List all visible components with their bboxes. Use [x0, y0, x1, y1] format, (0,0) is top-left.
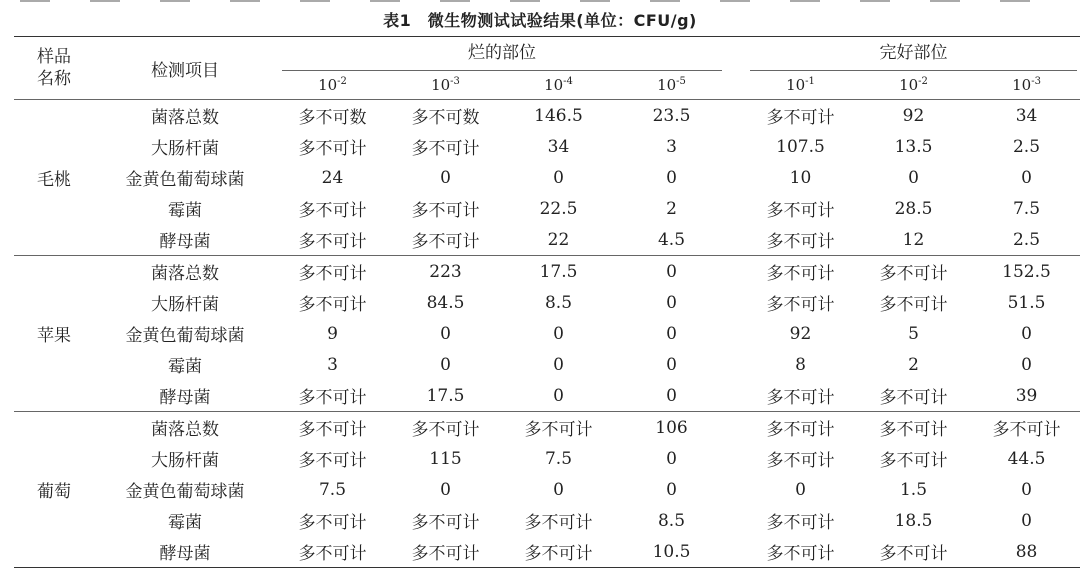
rotten-value-cell: 24 — [321, 167, 344, 188]
rotten-value-cell: 多不可计 — [502, 412, 615, 444]
test-item-cell: 大肠杆菌 — [151, 451, 219, 471]
rotten-value-cell: 17.5 — [502, 256, 615, 288]
intact-value-cell: 多不可计 — [766, 513, 835, 533]
intact-value-cell: 多不可计 — [879, 388, 948, 408]
header-intact-dilution — [857, 71, 970, 100]
rotten-value-cell: 多不可计 — [298, 232, 367, 252]
rotten-value-cell: 17.5 — [426, 385, 465, 406]
header-intact-dilution-exponent: -3 — [1031, 76, 1041, 87]
header-group-intact-label: 完好部位 — [750, 37, 1077, 71]
header-gap — [728, 37, 744, 72]
test-item-cell: 金黄色葡萄球菌 — [125, 326, 245, 346]
header-group-rotten — [276, 37, 728, 72]
test-item-cell: 菌落总数 — [94, 412, 276, 444]
rotten-value-cell: 多不可计 — [502, 536, 615, 568]
intact-value-cell: 2.5 — [1012, 136, 1041, 157]
rotten-value-cell: 多不可计 — [298, 388, 367, 408]
test-item-cell: 酵母菌 — [159, 232, 211, 252]
header-rotten-dilution — [615, 71, 728, 100]
rotten-value-cell: 3 — [666, 136, 677, 157]
gap-cell — [728, 412, 744, 444]
rotten-value-cell: 0 — [666, 448, 677, 469]
rotten-value-cell: 106 — [615, 412, 728, 444]
test-item-cell: 霉菌 — [168, 513, 202, 533]
test-item-cell: 酵母菌 — [94, 536, 276, 568]
intact-value-cell: 12 — [902, 229, 925, 250]
intact-value-cell: 18.5 — [894, 510, 933, 531]
table-row — [14, 256, 1080, 288]
intact-value-cell: 39 — [1015, 385, 1038, 406]
rotten-value-cell: 多不可数 — [298, 108, 367, 128]
intact-value-cell: 多不可计 — [766, 388, 835, 408]
rotten-value-cell: 223 — [389, 256, 502, 288]
rotten-value-cell: 0 — [440, 323, 451, 344]
rotten-value-cell: 9 — [327, 323, 338, 344]
header-intact-dilution — [970, 71, 1080, 100]
rotten-value-cell: 多不可计 — [276, 412, 389, 444]
rotten-value-cell: 0 — [666, 167, 677, 188]
test-item-cell: 霉菌 — [168, 357, 202, 377]
test-item-cell: 霉菌 — [168, 201, 202, 221]
rotten-value-cell: 多不可计 — [411, 232, 480, 252]
header-group-intact — [744, 37, 1080, 72]
rotten-value-cell: 多不可计 — [298, 139, 367, 159]
header-rotten-dilution-base: 10 — [544, 76, 564, 94]
header-rotten-dilution-base: 10 — [431, 76, 451, 94]
rotten-value-cell: 多不可计 — [298, 513, 367, 533]
rotten-value-cell: 0 — [666, 292, 677, 313]
table-row — [14, 193, 1080, 224]
intact-value-cell: 0 — [795, 479, 806, 500]
header-intact-dilution-base: 10 — [899, 76, 919, 94]
intact-value-cell: 多不可计 — [766, 201, 835, 221]
table-row — [14, 349, 1080, 380]
rotten-value-cell: 多不可计 — [411, 513, 480, 533]
rotten-value-cell: 多不可计 — [411, 201, 480, 221]
rotten-value-cell: 22 — [547, 229, 570, 250]
header-intact-dilution-base: 10 — [1012, 76, 1032, 94]
header-rotten-dilution — [389, 71, 502, 100]
intact-value-cell: 多不可计 — [766, 232, 835, 252]
intact-value-cell: 多不可计 — [744, 256, 857, 288]
header-sample-name-text: 样品名称 — [36, 46, 71, 89]
gap-cell — [728, 505, 744, 536]
gap-cell — [728, 256, 744, 288]
header-rotten-dilution — [276, 71, 389, 100]
header-intact-dilution-exponent: -1 — [805, 76, 815, 87]
results-table — [14, 36, 1080, 568]
rotten-value-cell: 22.5 — [539, 198, 578, 219]
intact-value-cell: 0 — [1021, 167, 1032, 188]
gap-cell — [728, 318, 744, 349]
intact-value-cell: 多不可计 — [879, 295, 948, 315]
test-item-cell: 金黄色葡萄球菌 — [125, 482, 245, 502]
intact-value-cell: 2.5 — [1012, 229, 1041, 250]
header-intact-dilution-exponent: -2 — [918, 76, 928, 87]
sample-name-cell: 毛桃 — [37, 170, 71, 190]
rotten-value-cell: 0 — [440, 354, 451, 375]
table-row — [14, 162, 1080, 193]
rotten-value-cell: 0 — [666, 385, 677, 406]
rotten-value-cell: 0 — [553, 323, 564, 344]
test-item-cell: 金黄色葡萄球菌 — [125, 170, 245, 190]
intact-value-cell: 多不可计 — [970, 412, 1080, 444]
header-gap-cell — [728, 71, 744, 100]
table-row — [14, 412, 1080, 444]
table-row — [14, 100, 1080, 132]
gap-cell — [728, 162, 744, 193]
intact-value-cell: 0 — [1021, 354, 1032, 375]
table-row — [14, 474, 1080, 505]
gap-cell — [728, 287, 744, 318]
header-rotten-dilution-exponent: -2 — [337, 76, 347, 87]
intact-value-cell: 34 — [1015, 105, 1038, 126]
header-sample-name — [14, 37, 94, 100]
header-rotten-dilution-base: 10 — [318, 76, 338, 94]
intact-value-cell: 多不可计 — [879, 451, 948, 471]
rotten-value-cell: 多不可数 — [411, 108, 480, 128]
gap-cell — [728, 224, 744, 256]
gap-cell — [728, 380, 744, 412]
intact-value-cell: 0 — [1021, 323, 1032, 344]
rotten-value-cell: 10.5 — [615, 536, 728, 568]
header-intact-dilution-base: 10 — [786, 76, 806, 94]
table-row — [14, 287, 1080, 318]
intact-value-cell: 0 — [1021, 510, 1032, 531]
intact-value-cell: 10 — [789, 167, 812, 188]
intact-value-cell: 多不可计 — [766, 295, 835, 315]
table-row — [14, 318, 1080, 349]
header-rotten-dilution-exponent: -3 — [450, 76, 460, 87]
rotten-value-cell: 3 — [327, 354, 338, 375]
intact-value-cell: 多不可计 — [744, 536, 857, 568]
rotten-value-cell: 0 — [553, 479, 564, 500]
gap-cell — [728, 193, 744, 224]
header-group-rotten-label: 烂的部位 — [282, 37, 722, 71]
rotten-value-cell: 4.5 — [657, 229, 686, 250]
rotten-value-cell: 多不可计 — [276, 256, 389, 288]
intact-value-cell: 107.5 — [776, 136, 825, 157]
rotten-value-cell: 0 — [553, 354, 564, 375]
rotten-value-cell: 2 — [666, 198, 677, 219]
header-rotten-dilution-base: 10 — [657, 76, 677, 94]
cropped-previous-line — [20, 0, 1060, 2]
header-intact-dilution — [744, 71, 857, 100]
rotten-value-cell: 0 — [440, 167, 451, 188]
table-row — [14, 131, 1080, 162]
rotten-value-cell: 多不可计 — [276, 536, 389, 568]
rotten-value-cell: 0 — [666, 479, 677, 500]
intact-value-cell: 1.5 — [899, 479, 928, 500]
intact-value-cell: 51.5 — [1007, 292, 1046, 313]
table-title: 表1 微生物测试试验结果(单位：CFU/g) — [383, 11, 697, 30]
rotten-value-cell: 8.5 — [657, 510, 686, 531]
intact-value-cell: 28.5 — [894, 198, 933, 219]
rotten-value-cell: 84.5 — [426, 292, 465, 313]
intact-value-cell: 多不可计 — [744, 412, 857, 444]
test-item-cell: 菌落总数 — [151, 108, 219, 128]
intact-value-cell: 7.5 — [1012, 198, 1041, 219]
rotten-value-cell: 0 — [553, 385, 564, 406]
gap-cell — [728, 536, 744, 568]
gap-cell — [728, 100, 744, 132]
header-test-item: 检测项目 — [94, 37, 276, 100]
test-item-cell: 菌落总数 — [94, 256, 276, 288]
gap-cell — [728, 349, 744, 380]
table-row — [14, 505, 1080, 536]
rotten-value-cell: 8.5 — [544, 292, 573, 313]
rotten-value-cell: 多不可计 — [389, 412, 502, 444]
test-item-cell: 酵母菌 — [159, 388, 211, 408]
rotten-value-cell: 0 — [553, 167, 564, 188]
intact-value-cell: 152.5 — [970, 256, 1080, 288]
rotten-value-cell: 7.5 — [544, 448, 573, 469]
intact-value-cell: 13.5 — [894, 136, 933, 157]
rotten-value-cell: 7.5 — [318, 479, 347, 500]
intact-value-cell: 多不可计 — [857, 536, 970, 568]
table-row — [14, 536, 1080, 568]
header-rotten-dilution-exponent: -5 — [676, 76, 686, 87]
gap-cell — [728, 474, 744, 505]
rotten-value-cell: 115 — [429, 448, 462, 469]
rotten-value-cell: 多不可计 — [524, 513, 593, 533]
intact-value-cell: 多不可计 — [766, 451, 835, 471]
intact-value-cell: 0 — [1021, 479, 1032, 500]
intact-value-cell: 88 — [970, 536, 1080, 568]
rotten-value-cell: 多不可计 — [298, 201, 367, 221]
gap-cell — [728, 443, 744, 474]
rotten-value-cell: 多不可计 — [298, 451, 367, 471]
table-row — [14, 380, 1080, 412]
intact-value-cell: 多不可计 — [766, 108, 835, 128]
table-row — [14, 443, 1080, 474]
intact-value-cell: 8 — [795, 354, 806, 375]
intact-value-cell: 5 — [908, 323, 919, 344]
rotten-value-cell: 0 — [615, 256, 728, 288]
rotten-value-cell: 34 — [547, 136, 570, 157]
intact-value-cell: 92 — [902, 105, 925, 126]
intact-value-cell: 多不可计 — [857, 412, 970, 444]
rotten-value-cell: 146.5 — [534, 105, 583, 126]
table-row — [14, 224, 1080, 256]
intact-value-cell: 44.5 — [1007, 448, 1046, 469]
header-rotten-dilution — [502, 71, 615, 100]
test-item-cell: 大肠杆菌 — [151, 295, 219, 315]
intact-value-cell: 92 — [789, 323, 812, 344]
header-rotten-dilution-exponent: -4 — [563, 76, 573, 87]
intact-value-cell: 多不可计 — [857, 256, 970, 288]
sample-name-cell: 苹果 — [14, 256, 94, 412]
sample-name-cell: 葡萄 — [14, 412, 94, 568]
intact-value-cell: 0 — [908, 167, 919, 188]
gap-cell — [728, 131, 744, 162]
rotten-value-cell: 23.5 — [652, 105, 691, 126]
intact-value-cell: 2 — [908, 354, 919, 375]
rotten-value-cell: 多不可计 — [411, 139, 480, 159]
rotten-value-cell: 0 — [440, 479, 451, 500]
rotten-value-cell: 0 — [666, 354, 677, 375]
test-item-cell: 大肠杆菌 — [151, 139, 219, 159]
rotten-value-cell: 多不可计 — [389, 536, 502, 568]
rotten-value-cell: 多不可计 — [298, 295, 367, 315]
rotten-value-cell: 0 — [666, 323, 677, 344]
